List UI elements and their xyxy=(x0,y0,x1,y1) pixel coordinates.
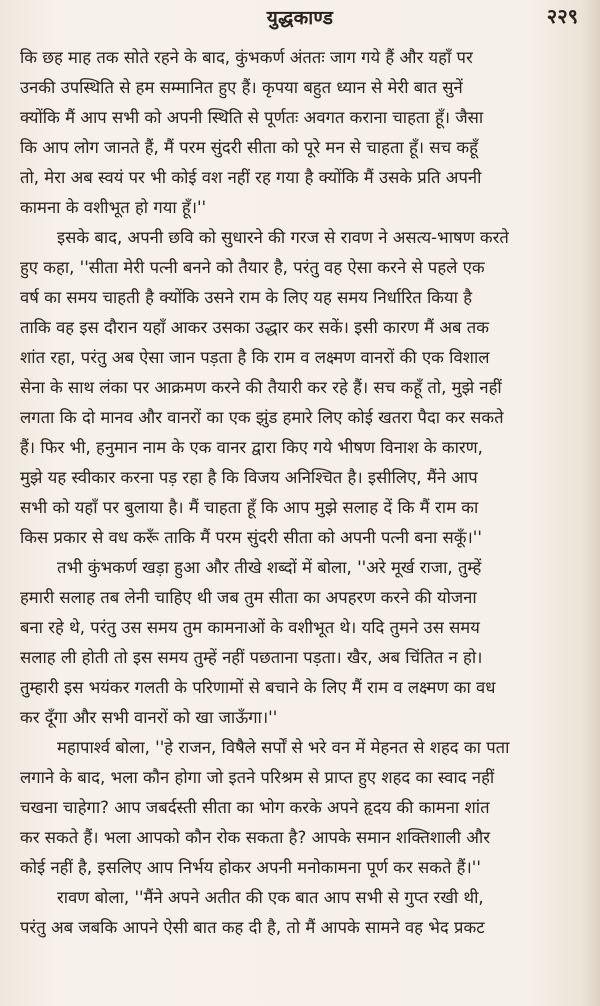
text-line: मुझे यह स्वीकार करना पड़ रहा है कि विजय अनिश्चित है। इसीलिए, मैंने आप xyxy=(20,468,478,487)
paragraph-start-line: महापार्श्व बोला, ''हे राजन, विषैले सर्पों से भरे वन में मेहनत से शहद का पता xyxy=(57,738,510,757)
chapter-title: युद्धकाण्ड xyxy=(266,7,334,29)
page-number: २२९ xyxy=(546,4,578,28)
text-line: लगता कि दो मानव और वानरों का एक झुंड हमारे लिए कोई खतरा पैदा कर सकते xyxy=(20,408,504,427)
text-line: परंतु अब जबकि आपने ऐसी बात कह दी है, तो मैं आपके सामने वह भेद प्रकट xyxy=(20,918,485,937)
text-line: शांत रहा, परंतु अब ऐसा जान पड़ता है कि राम व लक्ष्मण वानरों की एक विशाल xyxy=(20,348,490,367)
text-line: कि आप लोग जानते हैं, मैं परम सुंदरी सीता को पूरे मन से चाहता हूँ। सच कहूँ xyxy=(20,138,478,157)
text-line: वर्ष का समय चाहती है क्योंकि उसने राम के लिए यह समय निर्धारित किया है xyxy=(20,288,473,307)
text-line: सेना के साथ लंका पर आक्रमण करने की तैयारी कर रहे हैं। सच कहूँ तो, मुझे नहीं xyxy=(20,378,502,397)
page-header xyxy=(0,0,600,34)
text-line: बना रहे थे, परंतु उस समय तुम कामनाओं के वशीभूत थे। यदि तुमने उस समय xyxy=(20,618,480,637)
text-line: तो, मेरा अब स्वयं पर भी कोई वश नहीं रह गया है क्योंकि मैं उसके प्रति अपनी xyxy=(20,168,482,187)
text-line: कि छह माह तक सोते रहने के बाद, कुंभकर्ण अंततः जाग गये हैं और यहाँ पर xyxy=(20,48,473,67)
paragraph-start-line: तभी कुंभकर्ण खड़ा हुआ और तीखे शब्दों में बोला, ''अरे मूर्ख राजा, तुम्हें xyxy=(57,558,482,577)
text-line: लगाने के बाद, भला कौन होगा जो इतने परिश्रम से प्राप्त हुए शहद का स्वाद नहीं xyxy=(20,768,495,787)
text-line: सभी को यहाँ पर बुलाया है। मैं चाहता हूँ कि आप मुझे सलाह दें कि मैं राम का xyxy=(20,498,479,517)
text-line: हमारी सलाह तब लेनी चाहिए थी जब तुम सीता का अपहरण करने की योजना xyxy=(20,588,477,607)
text-line: हुए कहा, ''सीता मेरी पत्नी बनने को तैयार है, परंतु वह ऐसा करने से पहले एक xyxy=(20,258,485,277)
text-line: कोई नहीं है, इसलिए आप निर्भय होकर अपनी मनोकामना पूर्ण कर सकते हैं।'' xyxy=(20,858,481,877)
page-edge-shadow xyxy=(582,0,600,1006)
body-text xyxy=(0,43,600,943)
text-line: कामना के वशीभूत हो गया हूँ।'' xyxy=(20,198,207,217)
text-line: सलाह ली होती तो इस समय तुम्हें नहीं पछताना पड़ता। खैर, अब चिंतित न हो। xyxy=(20,648,483,667)
text-line: किस प्रकार से वध करूँ ताकि मैं परम सुंदरी सीता को अपनी पत्नी बना सकूँ।'' xyxy=(20,528,482,547)
text-line: कर दूँगा और सभी वानरों को खा जाऊँगा।'' xyxy=(20,708,278,727)
text-line: उनकी उपस्थिति से हम सम्मानित हुए हैं। कृपया बहुत ध्यान से मेरी बात सुनें xyxy=(20,78,463,97)
text-line: चखना चाहेगा? आप जबर्दस्ती सीता का भोग करके अपने हृदय की कामना शांत xyxy=(20,798,490,817)
text-line: कर सकते हैं। भला आपको कौन रोक सकता है? आपके समान शक्तिशाली और xyxy=(20,828,491,847)
text-line: ताकि वह इस दौरान यहाँ आकर उसका उद्धार कर सकें। इसी कारण मैं अब तक xyxy=(20,318,490,337)
text-line: तुम्हारी इस भयंकर गलती के परिणामों से बचाने के लिए मैं राम व लक्ष्मण का वध xyxy=(20,678,496,697)
paragraph-start-line: रावण बोला, ''मैंने अपने अतीत की एक बात आप सभी से गुप्त रखी थी, xyxy=(57,888,484,907)
text-line: क्योंकि मैं आप सभी को अपनी स्थिति से पूर्णतः अवगत कराना चाहता हूँ। जैसा xyxy=(20,108,484,127)
text-line: हैं। फिर भी, हनुमान नाम के एक वानर द्वारा किए गये भीषण विनाश के कारण, xyxy=(20,438,483,457)
paragraph-start-line: इसके बाद, अपनी छवि को सुधारने की गरज से रावण ने असत्य-भाषण करते xyxy=(57,228,509,247)
